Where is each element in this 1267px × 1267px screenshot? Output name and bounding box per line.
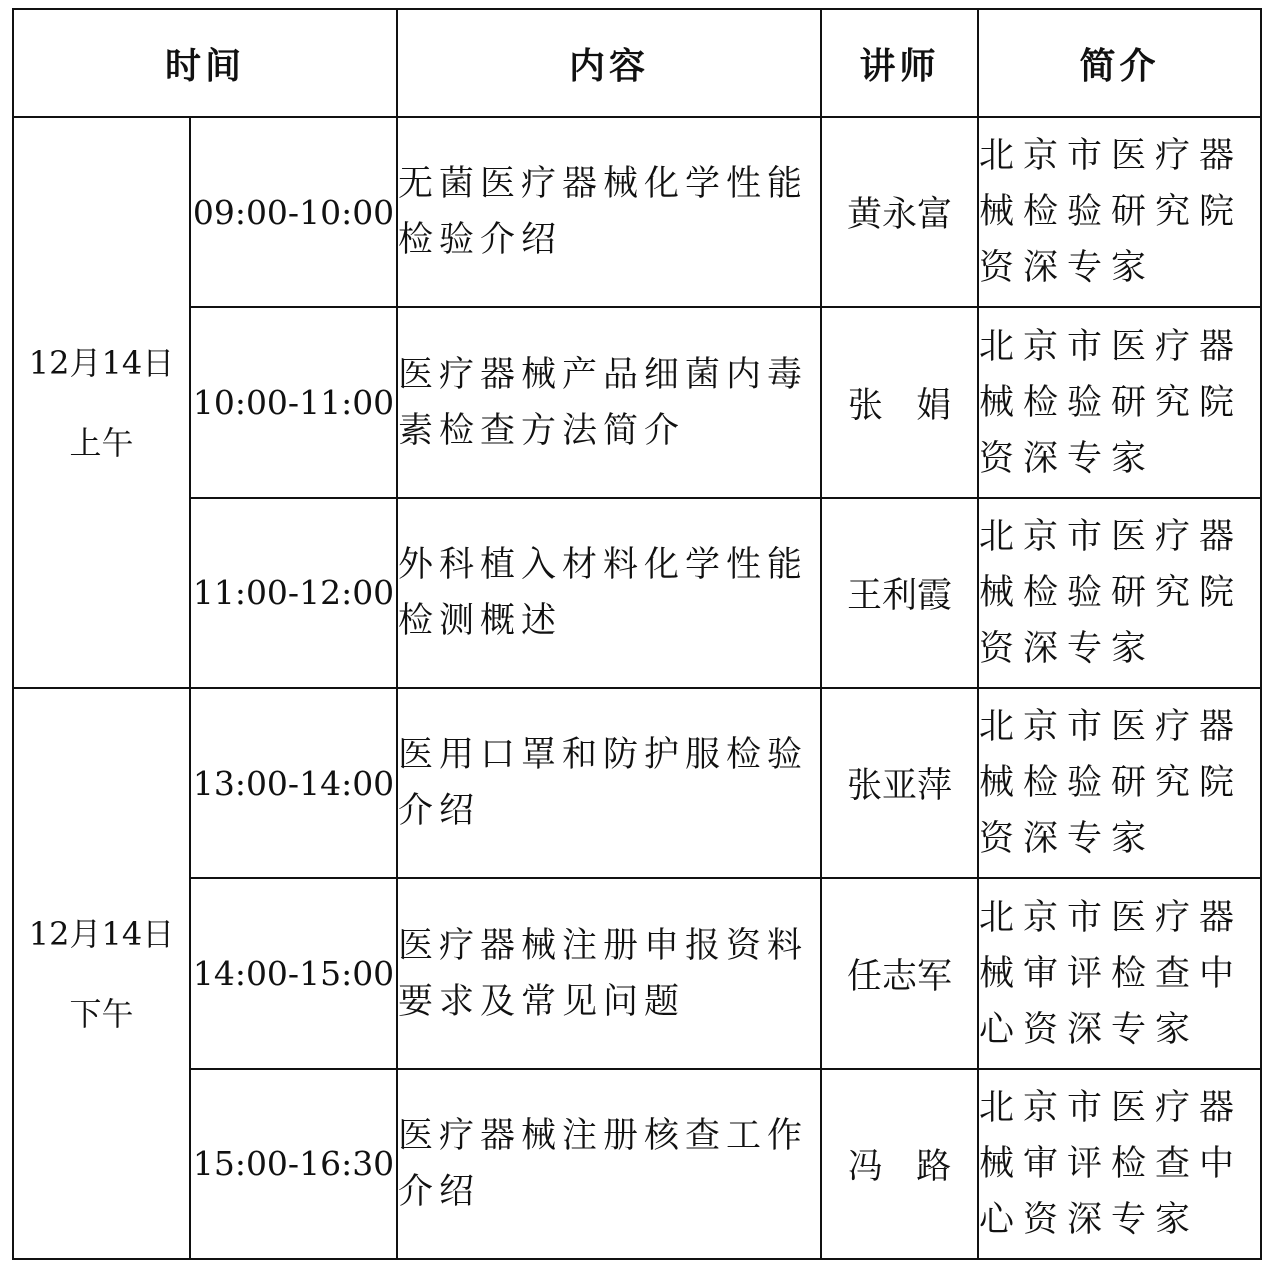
session-period: 上午 bbox=[69, 423, 134, 462]
lecturer-name: 冯 路 bbox=[821, 1069, 978, 1259]
session-date-cell bbox=[13, 117, 190, 688]
table-row bbox=[13, 1069, 1261, 1259]
time-slot: 09:00-10:00 bbox=[190, 117, 397, 307]
table-row bbox=[13, 878, 1261, 1068]
time-slot: 10:00-11:00 bbox=[190, 307, 397, 497]
session-date-cell bbox=[13, 688, 190, 1259]
header-row bbox=[13, 9, 1261, 117]
time-slot: 13:00-14:00 bbox=[190, 688, 397, 878]
table-row bbox=[13, 117, 1261, 307]
time-slot: 14:00-15:00 bbox=[190, 878, 397, 1068]
lecturer-name: 黄永富 bbox=[821, 117, 978, 307]
session-date: 12月14日 bbox=[28, 914, 175, 953]
lecturer-intro: 北京市医疗器械审评检查中心资深专家 bbox=[978, 1069, 1261, 1259]
lecturer-intro: 北京市医疗器械审评检查中心资深专家 bbox=[978, 878, 1261, 1068]
header-content: 内容 bbox=[397, 9, 821, 117]
session-date: 12月14日 bbox=[28, 343, 175, 382]
lecturer-intro: 北京市医疗器械检验研究院资深专家 bbox=[978, 307, 1261, 497]
lecturer-intro: 北京市医疗器械检验研究院资深专家 bbox=[978, 117, 1261, 307]
lecturer-intro: 北京市医疗器械检验研究院资深专家 bbox=[978, 688, 1261, 878]
table-row bbox=[13, 307, 1261, 497]
header-intro: 简介 bbox=[978, 9, 1261, 117]
lecturer-name: 王利霞 bbox=[821, 498, 978, 688]
course-content: 无菌医疗器械化学性能检验介绍 bbox=[397, 117, 821, 307]
lecturer-name: 任志军 bbox=[821, 878, 978, 1068]
lecturer-name: 张 娟 bbox=[821, 307, 978, 497]
table-row bbox=[13, 688, 1261, 878]
table-row bbox=[13, 498, 1261, 688]
course-content: 医疗器械注册申报资料要求及常见问题 bbox=[397, 878, 821, 1068]
time-slot: 11:00-12:00 bbox=[190, 498, 397, 688]
lecturer-intro: 北京市医疗器械检验研究院资深专家 bbox=[978, 498, 1261, 688]
course-content: 医用口罩和防护服检验介绍 bbox=[397, 688, 821, 878]
header-lecturer: 讲师 bbox=[821, 9, 978, 117]
course-content: 医疗器械注册核查工作介绍 bbox=[397, 1069, 821, 1259]
time-slot: 15:00-16:30 bbox=[190, 1069, 397, 1259]
course-content: 外科植入材料化学性能检测概述 bbox=[397, 498, 821, 688]
header-time: 时间 bbox=[13, 9, 397, 117]
lecturer-name: 张亚萍 bbox=[821, 688, 978, 878]
course-content: 医疗器械产品细菌内毒素检查方法简介 bbox=[397, 307, 821, 497]
training-schedule-table bbox=[12, 8, 1262, 1260]
session-period: 下午 bbox=[69, 994, 134, 1033]
